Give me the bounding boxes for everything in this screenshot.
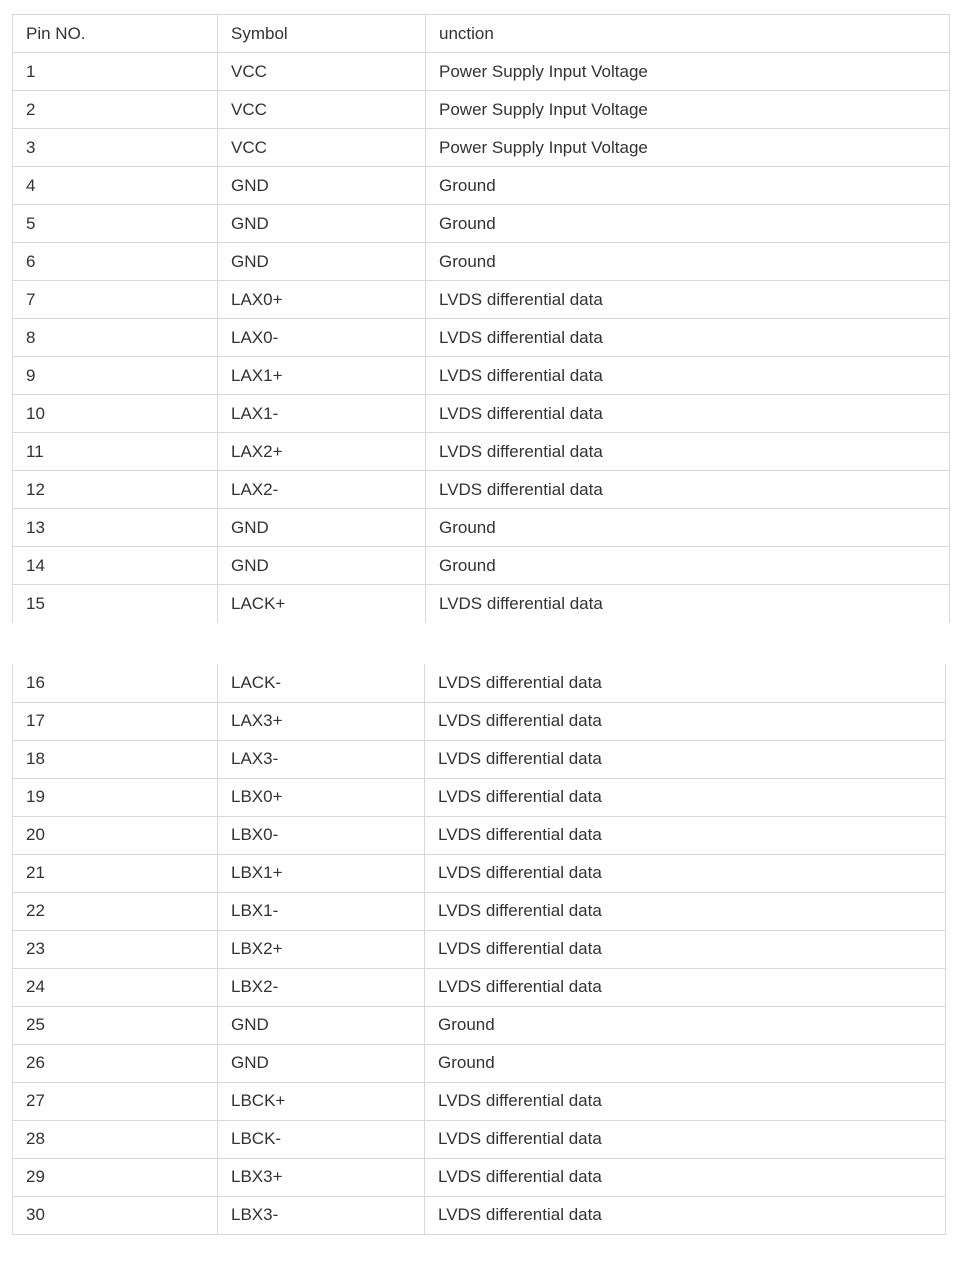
cell-symbol: GND: [218, 205, 426, 243]
cell-symbol: VCC: [218, 129, 426, 167]
table-row: [13, 816, 946, 854]
table-row: [13, 930, 946, 968]
table-row: [13, 167, 950, 205]
cell-pin-no: 18: [13, 740, 218, 778]
cell-pin-no: 19: [13, 778, 218, 816]
cell-function: LVDS differential data: [425, 816, 946, 854]
cell-pin-no: 17: [13, 702, 218, 740]
cell-pin-no: 2: [13, 91, 218, 129]
cell-function: LVDS differential data: [426, 281, 950, 319]
cell-pin-no: 3: [13, 129, 218, 167]
table-row: [13, 1196, 946, 1234]
table-row: [13, 664, 946, 702]
table-row: [13, 547, 950, 585]
cell-pin-no: 12: [13, 471, 218, 509]
cell-function: LVDS differential data: [425, 968, 946, 1006]
cell-function: LVDS differential data: [425, 740, 946, 778]
table-row: [13, 319, 950, 357]
cell-symbol: GND: [218, 243, 426, 281]
table-header-row: [13, 15, 950, 53]
cell-symbol: LBX1+: [218, 854, 425, 892]
cell-symbol: LBX1-: [218, 892, 425, 930]
cell-pin-no: 22: [13, 892, 218, 930]
cell-function: LVDS differential data: [425, 854, 946, 892]
cell-symbol: LAX3+: [218, 702, 425, 740]
cell-pin-no: 28: [13, 1120, 218, 1158]
cell-pin-no: 30: [13, 1196, 218, 1234]
cell-symbol: LAX0-: [218, 319, 426, 357]
cell-symbol: LBX3-: [218, 1196, 425, 1234]
cell-symbol: LAX1+: [218, 357, 426, 395]
cell-symbol: LBX2+: [218, 930, 425, 968]
cell-function: LVDS differential data: [425, 1158, 946, 1196]
pin-table-bottom: [12, 664, 946, 1235]
table-row: [13, 585, 950, 623]
cell-function: Ground: [426, 547, 950, 585]
cell-pin-no: 27: [13, 1082, 218, 1120]
cell-function: LVDS differential data: [425, 1120, 946, 1158]
header-pin-no: Pin NO.: [13, 15, 218, 53]
table-row: [13, 395, 950, 433]
cell-pin-no: 11: [13, 433, 218, 471]
header-function: unction: [426, 15, 950, 53]
table-row: [13, 854, 946, 892]
cell-pin-no: 15: [13, 585, 218, 623]
cell-function: Ground: [425, 1006, 946, 1044]
cell-symbol: LBX3+: [218, 1158, 425, 1196]
cell-symbol: GND: [218, 167, 426, 205]
cell-symbol: GND: [218, 1044, 425, 1082]
cell-pin-no: 14: [13, 547, 218, 585]
table-row: [13, 91, 950, 129]
cell-function: LVDS differential data: [425, 930, 946, 968]
table-row: [13, 778, 946, 816]
cell-symbol: VCC: [218, 91, 426, 129]
cell-function: LVDS differential data: [426, 585, 950, 623]
cell-function: Ground: [426, 205, 950, 243]
cell-pin-no: 23: [13, 930, 218, 968]
table-row: [13, 702, 946, 740]
cell-function: LVDS differential data: [425, 664, 946, 702]
table-row: [13, 1044, 946, 1082]
cell-pin-no: 9: [13, 357, 218, 395]
cell-function: LVDS differential data: [425, 1196, 946, 1234]
cell-pin-no: 1: [13, 53, 218, 91]
table-row: [13, 243, 950, 281]
cell-pin-no: 10: [13, 395, 218, 433]
cell-function: LVDS differential data: [425, 1082, 946, 1120]
cell-symbol: GND: [218, 1006, 425, 1044]
cell-function: LVDS differential data: [426, 357, 950, 395]
cell-pin-no: 6: [13, 243, 218, 281]
cell-function: LVDS differential data: [426, 471, 950, 509]
cell-pin-no: 5: [13, 205, 218, 243]
cell-function: Ground: [426, 167, 950, 205]
cell-function: LVDS differential data: [425, 702, 946, 740]
table-row: [13, 1006, 946, 1044]
cell-function: LVDS differential data: [426, 433, 950, 471]
table-row: [13, 281, 950, 319]
cell-function: Ground: [425, 1044, 946, 1082]
table-row: [13, 357, 950, 395]
cell-function: Power Supply Input Voltage: [426, 53, 950, 91]
cell-symbol: LACK+: [218, 585, 426, 623]
cell-pin-no: 16: [13, 664, 218, 702]
cell-pin-no: 13: [13, 509, 218, 547]
table-row: [13, 129, 950, 167]
table-row: [13, 471, 950, 509]
cell-symbol: LBX0-: [218, 816, 425, 854]
cell-symbol: GND: [218, 547, 426, 585]
cell-pin-no: 8: [13, 319, 218, 357]
cell-pin-no: 24: [13, 968, 218, 1006]
cell-function: Ground: [426, 509, 950, 547]
cell-symbol: GND: [218, 509, 426, 547]
cell-symbol: LBX2-: [218, 968, 425, 1006]
cell-pin-no: 25: [13, 1006, 218, 1044]
cell-symbol: LBCK+: [218, 1082, 425, 1120]
cell-pin-no: 20: [13, 816, 218, 854]
cell-function: Power Supply Input Voltage: [426, 91, 950, 129]
cell-symbol: LAX0+: [218, 281, 426, 319]
table-row: [13, 892, 946, 930]
table-row: [13, 509, 950, 547]
header-symbol: Symbol: [218, 15, 426, 53]
cell-function: LVDS differential data: [425, 892, 946, 930]
table-row: [13, 53, 950, 91]
cell-symbol: LBX0+: [218, 778, 425, 816]
table-row: [13, 433, 950, 471]
table-row: [13, 740, 946, 778]
cell-pin-no: 29: [13, 1158, 218, 1196]
cell-pin-no: 7: [13, 281, 218, 319]
table-row: [13, 968, 946, 1006]
cell-symbol: LAX2+: [218, 433, 426, 471]
cell-function: Power Supply Input Voltage: [426, 129, 950, 167]
pin-table-top: [12, 14, 950, 623]
table-row: [13, 1120, 946, 1158]
table-row: [13, 205, 950, 243]
cell-function: LVDS differential data: [426, 395, 950, 433]
cell-symbol: LAX1-: [218, 395, 426, 433]
cell-symbol: LACK-: [218, 664, 425, 702]
cell-symbol: LAX2-: [218, 471, 426, 509]
table-row: [13, 1082, 946, 1120]
cell-symbol: VCC: [218, 53, 426, 91]
cell-symbol: LBCK-: [218, 1120, 425, 1158]
cell-function: LVDS differential data: [425, 778, 946, 816]
table-row: [13, 1158, 946, 1196]
cell-function: LVDS differential data: [426, 319, 950, 357]
cell-pin-no: 4: [13, 167, 218, 205]
cell-function: Ground: [426, 243, 950, 281]
cell-symbol: LAX3-: [218, 740, 425, 778]
cell-pin-no: 26: [13, 1044, 218, 1082]
cell-pin-no: 21: [13, 854, 218, 892]
